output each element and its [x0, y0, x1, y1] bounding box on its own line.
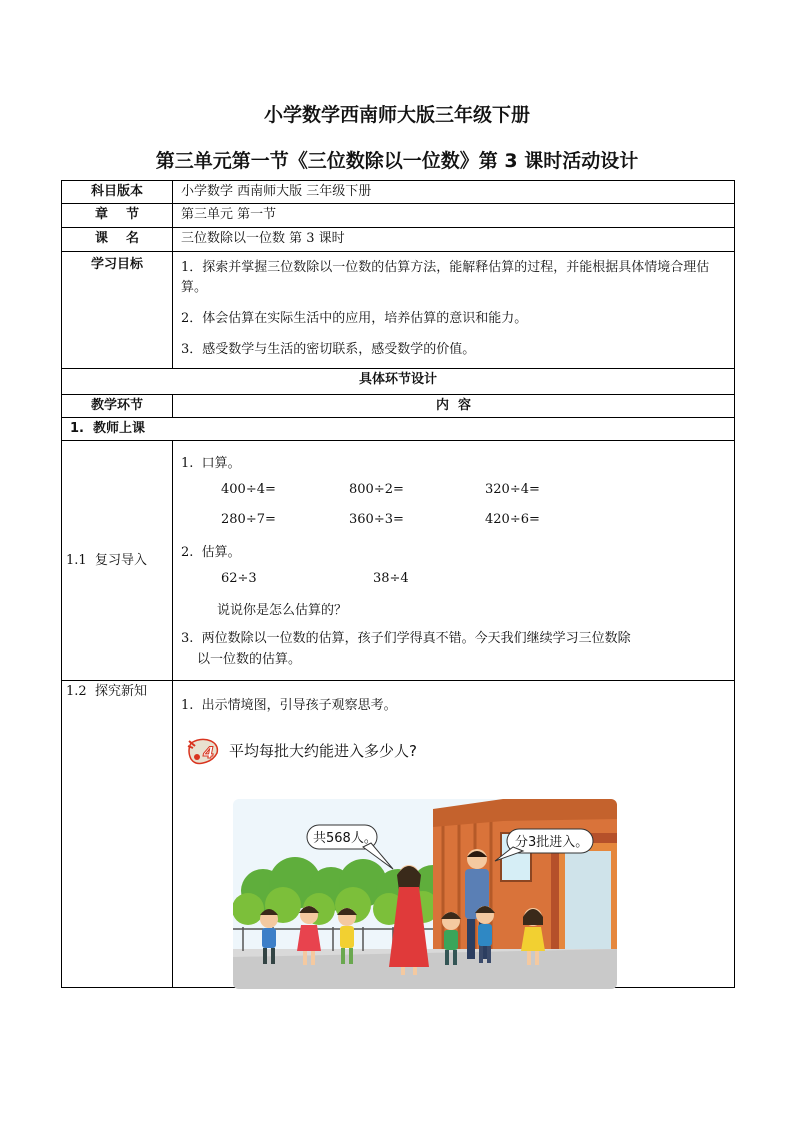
scene-question: 平均每批大约能进入多少人?	[229, 742, 417, 760]
stage-explore	[62, 681, 173, 988]
estimate-prompt: 说说你是怎么估算的？	[217, 603, 348, 618]
scene-illustration	[233, 799, 617, 989]
badge-number: 4	[203, 743, 215, 762]
document-subtitle: 第三单元第一节《三位数除以一位数》第 3 课时活动设计	[155, 150, 639, 172]
question-badge-icon	[185, 737, 227, 767]
calc-item: 800÷2=	[349, 482, 404, 497]
scene-picture	[233, 799, 617, 989]
transition-text-line1: 3. 两位数除以一位数的估算，孩子们学得真不错。今天我们继续学习三位数除	[181, 631, 631, 646]
explore-instruction: 1. 出示情境图，引导孩子观察思考。	[181, 698, 397, 713]
design-header: 具体环节设计	[62, 369, 735, 395]
stage-explore-label: 1.2 探究新知	[66, 684, 147, 699]
bubble-right-text: 分3批进入。	[515, 835, 589, 850]
edition-value: 小学数学 西南师大版 三年级下册	[173, 181, 735, 204]
lesson-table	[61, 180, 735, 988]
calc-item: 320÷4=	[485, 482, 540, 497]
lesson-value: 三位数除以一位数 第 3 课时	[173, 228, 735, 252]
stage-review	[62, 441, 173, 681]
edition-label: 科目版本	[62, 181, 173, 204]
lesson-label: 课 名	[62, 228, 173, 252]
estimate-item: 38÷4	[373, 571, 409, 586]
goal-item: 3．感受数学与生活的密切联系，感受数学的价值。	[181, 342, 476, 357]
transition-text-line2: 以一位数的估算。	[197, 652, 302, 667]
estimate-heading: 2. 估算。	[181, 545, 241, 560]
calc-item: 280÷7=	[221, 512, 276, 527]
stage-review-label: 1.1 复习导入	[66, 552, 147, 568]
goal-item: 1．探索并掌握三位数除以一位数的估算方法，能解释估算的过程，并能根据具体情境合理估算。	[181, 260, 710, 295]
goal-list	[173, 252, 735, 369]
chapter-label: 章 节	[62, 204, 173, 228]
estimate-item: 62÷3	[221, 571, 257, 586]
calc-item: 360÷3=	[349, 512, 404, 527]
stage-col-header: 教学环节	[62, 395, 173, 418]
document-title: 小学数学西南师大版三年级下册	[263, 104, 530, 126]
section-title: 1. 教师上课	[62, 418, 735, 441]
review-content	[173, 441, 735, 681]
explore-content	[173, 681, 735, 988]
goal-item: 2．体会估算在实际生活中的应用，培养估算的意识和能力。	[181, 311, 528, 326]
calc-item: 400÷4=	[221, 482, 276, 497]
calc-item: 420÷6=	[485, 512, 540, 527]
chapter-value: 第三单元 第一节	[173, 204, 735, 228]
content-col-header: 内 容	[173, 395, 735, 418]
goal-label: 学习目标	[62, 252, 173, 369]
oral-calc-heading: 1. 口算。	[181, 456, 241, 471]
bubble-left-text: 共568人。	[313, 831, 377, 846]
